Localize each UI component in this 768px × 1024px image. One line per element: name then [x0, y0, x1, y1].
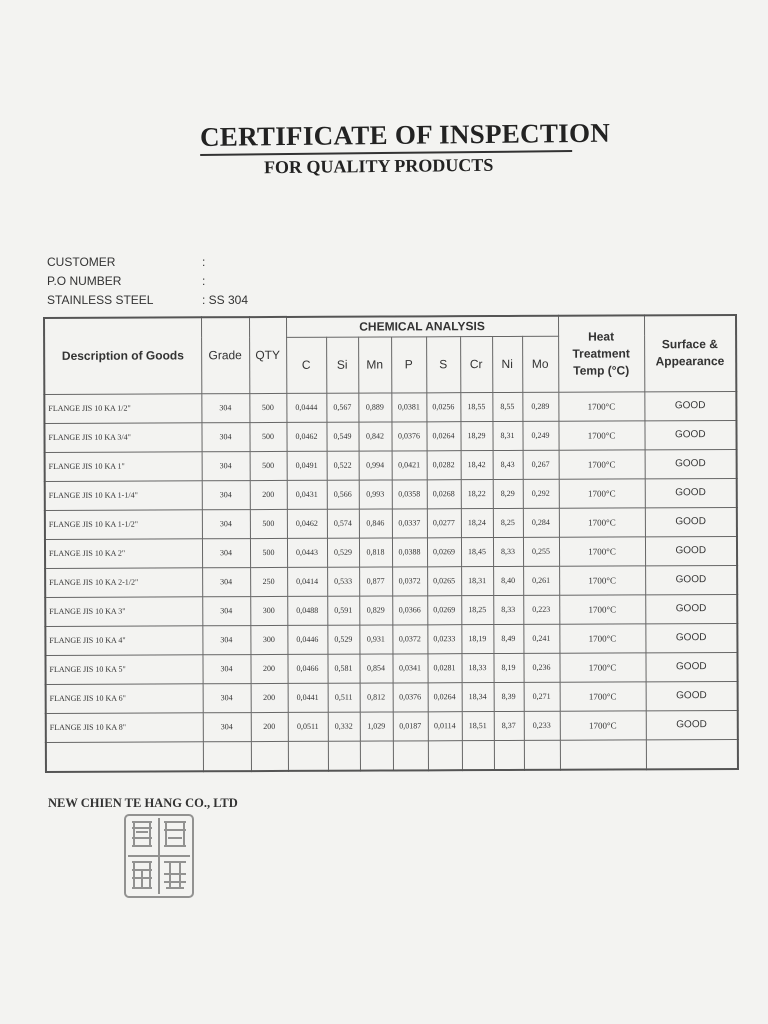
- meta-label: STAINLESS STEEL: [47, 292, 154, 307]
- cell-grade: 304: [202, 509, 250, 538]
- table-row: [45, 652, 737, 684]
- cell-cr: 18,19: [461, 624, 493, 653]
- cell-grade: 304: [203, 712, 251, 741]
- header-element-cr: Cr: [460, 336, 492, 392]
- cell-grade: 304: [202, 451, 250, 480]
- page-subtitle: FOR QUALITY PRODUCTS: [263, 154, 494, 178]
- header-grade: Grade: [201, 317, 249, 393]
- cell-c: 0,0462: [286, 422, 326, 451]
- cell-surface: GOOD: [644, 420, 736, 449]
- header-qty: QTY: [249, 317, 286, 393]
- empty-cell: [328, 741, 360, 771]
- empty-cell: [251, 741, 288, 771]
- empty-cell: [360, 740, 393, 770]
- cell-description: FLANGE JIS 10 KA 8": [46, 712, 203, 742]
- meta-label: CUSTOMER: [47, 254, 116, 269]
- cell-c: 0,0488: [287, 596, 327, 625]
- meta-label: P.O NUMBER: [47, 273, 122, 288]
- cell-description: FLANGE JIS 10 KA 5": [45, 654, 202, 684]
- cell-description: FLANGE JIS 10 KA 1/2": [44, 393, 201, 423]
- table-row: [45, 536, 737, 568]
- cell-mn: 0,854: [359, 653, 392, 682]
- cell-cr: 18,34: [462, 682, 494, 711]
- header-element-ni: Ni: [492, 336, 522, 392]
- cell-si: 0,566: [327, 480, 359, 509]
- cell-mn: 0,931: [359, 624, 392, 653]
- cell-s: 0,0268: [427, 479, 461, 508]
- empty-cell: [428, 740, 462, 770]
- header-heat-treatment: Heat Treatment Temp (°C): [558, 315, 644, 391]
- meta-row-stainless-steel: [47, 290, 248, 309]
- cell-si: 0,522: [327, 451, 359, 480]
- cell-surface: GOOD: [645, 536, 737, 565]
- company-name: NEW CHIEN TE HANG CO., LTD: [48, 796, 238, 810]
- cell-cr: 18,42: [461, 450, 493, 479]
- empty-cell: [203, 741, 251, 771]
- cell-p: 0,0421: [392, 450, 427, 479]
- cell-mo: 0,233: [524, 711, 560, 740]
- cell-si: 0,591: [327, 596, 359, 625]
- meta-row-po-number: [47, 271, 248, 290]
- meta-value: :: [202, 254, 206, 269]
- cell-qty: 500: [249, 422, 286, 451]
- cell-mn: 0,993: [359, 479, 392, 508]
- cell-grade: 304: [202, 480, 250, 509]
- cell-description: FLANGE JIS 10 KA 3": [45, 596, 202, 626]
- cell-mo: 0,261: [523, 566, 559, 595]
- cell-ni: 8,37: [494, 711, 524, 740]
- cell-si: 0,529: [327, 538, 359, 567]
- cell-mn: 0,846: [359, 508, 392, 537]
- cell-ni: 8,39: [494, 682, 524, 711]
- cell-description: FLANGE JIS 10 KA 2": [45, 538, 202, 568]
- empty-row: [46, 739, 738, 772]
- cell-c: 0,0431: [287, 480, 327, 509]
- table-row: [45, 507, 737, 539]
- inspection-table: [43, 314, 739, 773]
- cell-description: FLANGE JIS 10 KA 3/4": [44, 422, 201, 452]
- cell-si: 0,581: [327, 654, 359, 683]
- cell-c: 0,0444: [286, 393, 326, 422]
- cell-ni: 8,33: [493, 537, 523, 566]
- cell-cr: 18,45: [461, 537, 493, 566]
- cell-surface: GOOD: [645, 449, 737, 478]
- cell-mo: 0,236: [523, 653, 559, 682]
- cell-cr: 18,51: [462, 711, 494, 740]
- cell-mo: 0,284: [523, 508, 559, 537]
- cell-qty: 500: [250, 538, 287, 567]
- company-seal-stamp-icon: [122, 812, 196, 900]
- meta-info: [47, 252, 248, 309]
- cell-ni: 8,33: [493, 595, 523, 624]
- cell-mn: 0,818: [359, 537, 392, 566]
- cell-grade: 304: [201, 393, 249, 422]
- cell-c: 0,0441: [288, 683, 328, 712]
- cell-surface: GOOD: [645, 478, 737, 507]
- cell-si: 0,567: [326, 393, 358, 422]
- cell-qty: 200: [251, 683, 288, 712]
- cell-heat: 1700°C: [558, 391, 644, 420]
- cell-s: 0,0264: [426, 421, 460, 450]
- empty-cell: [462, 740, 494, 770]
- cell-heat: 1700°C: [559, 478, 645, 507]
- cell-grade: 304: [202, 625, 250, 654]
- cell-heat: 1700°C: [559, 623, 645, 652]
- table-row: [45, 565, 737, 597]
- cell-p: 0,0376: [391, 421, 426, 450]
- cell-surface: GOOD: [645, 652, 737, 681]
- cell-surface: GOOD: [645, 507, 737, 536]
- cell-surface: GOOD: [645, 594, 737, 623]
- cell-ni: 8,49: [493, 624, 523, 653]
- cell-c: 0,0462: [287, 509, 327, 538]
- cell-qty: 500: [249, 393, 286, 422]
- cell-c: 0,0511: [288, 712, 328, 741]
- cell-p: 0,0372: [392, 566, 427, 595]
- cell-mn: 0,812: [360, 682, 393, 711]
- cell-cr: 18,33: [461, 653, 493, 682]
- cell-mn: 0,842: [358, 421, 391, 450]
- cell-p: 0,0366: [392, 595, 427, 624]
- cell-mo: 0,223: [523, 595, 559, 624]
- cell-ni: 8,43: [493, 450, 523, 479]
- cell-si: 0,332: [328, 712, 360, 741]
- cell-grade: 304: [201, 422, 249, 451]
- cell-ni: 8,55: [492, 392, 522, 421]
- header-element-mo: Mo: [522, 336, 558, 392]
- cell-description: FLANGE JIS 10 KA 2-1/2": [45, 567, 202, 597]
- table-row: [46, 681, 738, 713]
- header-chemical-analysis: CHEMICAL ANALYSIS: [286, 316, 558, 337]
- cell-mn: 0,877: [359, 566, 392, 595]
- cell-mo: 0,271: [524, 682, 560, 711]
- cell-p: 0,0358: [392, 479, 427, 508]
- empty-cell: [494, 740, 524, 770]
- cell-surface: GOOD: [645, 623, 737, 652]
- cell-s: 0,0233: [427, 624, 461, 653]
- cell-si: 0,549: [326, 422, 358, 451]
- cell-c: 0,0443: [287, 538, 327, 567]
- empty-cell: [46, 741, 203, 771]
- table-row: [45, 623, 737, 655]
- cell-heat: 1700°C: [559, 449, 645, 478]
- cell-heat: 1700°C: [559, 594, 645, 623]
- cell-s: 0,0269: [427, 537, 461, 566]
- cell-grade: 304: [202, 654, 250, 683]
- cell-si: 0,574: [327, 509, 359, 538]
- page-title: CERTIFICATE OF INSPECTION: [200, 118, 572, 156]
- cell-heat: 1700°C: [559, 536, 645, 565]
- cell-grade: 304: [203, 683, 251, 712]
- cell-mn: 0,829: [359, 595, 392, 624]
- cell-p: 0,0372: [392, 624, 427, 653]
- meta-value: :: [202, 273, 206, 288]
- cell-qty: 300: [250, 596, 287, 625]
- cell-ni: 8,31: [492, 421, 522, 450]
- cell-cr: 18,22: [461, 479, 493, 508]
- cell-heat: 1700°C: [559, 652, 645, 681]
- cell-description: FLANGE JIS 10 KA 1-1/2": [45, 509, 202, 539]
- cell-qty: 500: [250, 451, 287, 480]
- empty-cell: [288, 741, 328, 771]
- cell-cr: 18,55: [460, 392, 492, 421]
- cell-description: FLANGE JIS 10 KA 4": [45, 625, 202, 655]
- cell-mo: 0,289: [522, 392, 558, 421]
- table-row: [44, 391, 736, 423]
- table-row: [44, 420, 736, 452]
- header-description: Description of Goods: [44, 317, 201, 394]
- empty-cell: [524, 740, 560, 770]
- cell-s: 0,0264: [428, 682, 462, 711]
- cell-qty: 250: [250, 567, 287, 596]
- cell-s: 0,0114: [428, 711, 462, 740]
- empty-cell: [646, 739, 738, 769]
- table-row: [45, 478, 737, 510]
- cell-s: 0,0281: [427, 653, 461, 682]
- cell-ni: 8,19: [493, 653, 523, 682]
- cell-cr: 18,25: [461, 595, 493, 624]
- cell-c: 0,0491: [287, 451, 327, 480]
- cell-c: 0,0414: [287, 567, 327, 596]
- cell-s: 0,0265: [427, 566, 461, 595]
- cell-description: FLANGE JIS 10 KA 6": [46, 683, 203, 713]
- cell-p: 0,0388: [392, 537, 427, 566]
- cell-si: 0,529: [327, 625, 359, 654]
- cell-p: 0,0341: [392, 653, 427, 682]
- header-element-si: Si: [326, 337, 358, 393]
- cell-mn: 0,994: [359, 450, 392, 479]
- cell-cr: 18,24: [461, 508, 493, 537]
- inspection-table-wrapper: [43, 314, 739, 773]
- table-row: [46, 710, 738, 742]
- cell-qty: 200: [250, 480, 287, 509]
- header-element-s: S: [426, 336, 460, 392]
- cell-surface: GOOD: [645, 565, 737, 594]
- cell-surface: GOOD: [644, 391, 736, 420]
- empty-cell: [560, 739, 646, 769]
- cell-cr: 18,31: [461, 566, 493, 595]
- empty-cell: [393, 740, 428, 770]
- cell-qty: 200: [251, 712, 288, 741]
- cell-heat: 1700°C: [559, 507, 645, 536]
- table-row: [45, 594, 737, 626]
- header-element-mn: Mn: [358, 336, 391, 392]
- cell-description: FLANGE JIS 10 KA 1": [45, 451, 202, 481]
- table-row: [45, 449, 737, 481]
- cell-heat: 1700°C: [560, 710, 646, 739]
- meta-value: : SS 304: [202, 292, 249, 307]
- cell-si: 0,511: [328, 683, 360, 712]
- cell-mo: 0,249: [522, 421, 558, 450]
- cell-surface: GOOD: [646, 710, 738, 739]
- cell-ni: 8,29: [493, 479, 523, 508]
- cell-ni: 8,25: [493, 508, 523, 537]
- meta-row-customer: [47, 252, 248, 271]
- cell-p: 0,0381: [391, 392, 426, 421]
- cell-grade: 304: [202, 596, 250, 625]
- cell-mo: 0,241: [523, 624, 559, 653]
- cell-qty: 300: [250, 625, 287, 654]
- header-element-c: C: [286, 337, 326, 393]
- cell-heat: 1700°C: [560, 681, 646, 710]
- cell-cr: 18,29: [460, 421, 492, 450]
- cell-c: 0,0466: [287, 654, 327, 683]
- cell-c: 0,0446: [287, 625, 327, 654]
- cell-s: 0,0269: [427, 595, 461, 624]
- cell-s: 0,0282: [427, 450, 461, 479]
- cell-mn: 1,029: [360, 711, 393, 740]
- cell-mo: 0,255: [523, 537, 559, 566]
- cell-mn: 0,889: [358, 392, 391, 421]
- cell-p: 0,0337: [392, 508, 427, 537]
- cell-surface: GOOD: [646, 681, 738, 710]
- cell-si: 0,533: [327, 567, 359, 596]
- cell-mo: 0,292: [523, 479, 559, 508]
- cell-qty: 500: [250, 509, 287, 538]
- cell-mo: 0,267: [523, 450, 559, 479]
- cell-qty: 200: [250, 654, 287, 683]
- cell-grade: 304: [202, 567, 250, 596]
- header-surface: Surface & Appearance: [644, 315, 736, 391]
- cell-heat: 1700°C: [559, 565, 645, 594]
- cell-p: 0,0376: [393, 682, 428, 711]
- cell-grade: 304: [202, 538, 250, 567]
- cell-s: 0,0277: [427, 508, 461, 537]
- header-element-p: P: [391, 336, 426, 392]
- cell-s: 0,0256: [426, 392, 460, 421]
- cell-description: FLANGE JIS 10 KA 1-1/4": [45, 480, 202, 510]
- cell-heat: 1700°C: [558, 420, 644, 449]
- cell-p: 0,0187: [393, 711, 428, 740]
- cell-ni: 8,40: [493, 566, 523, 595]
